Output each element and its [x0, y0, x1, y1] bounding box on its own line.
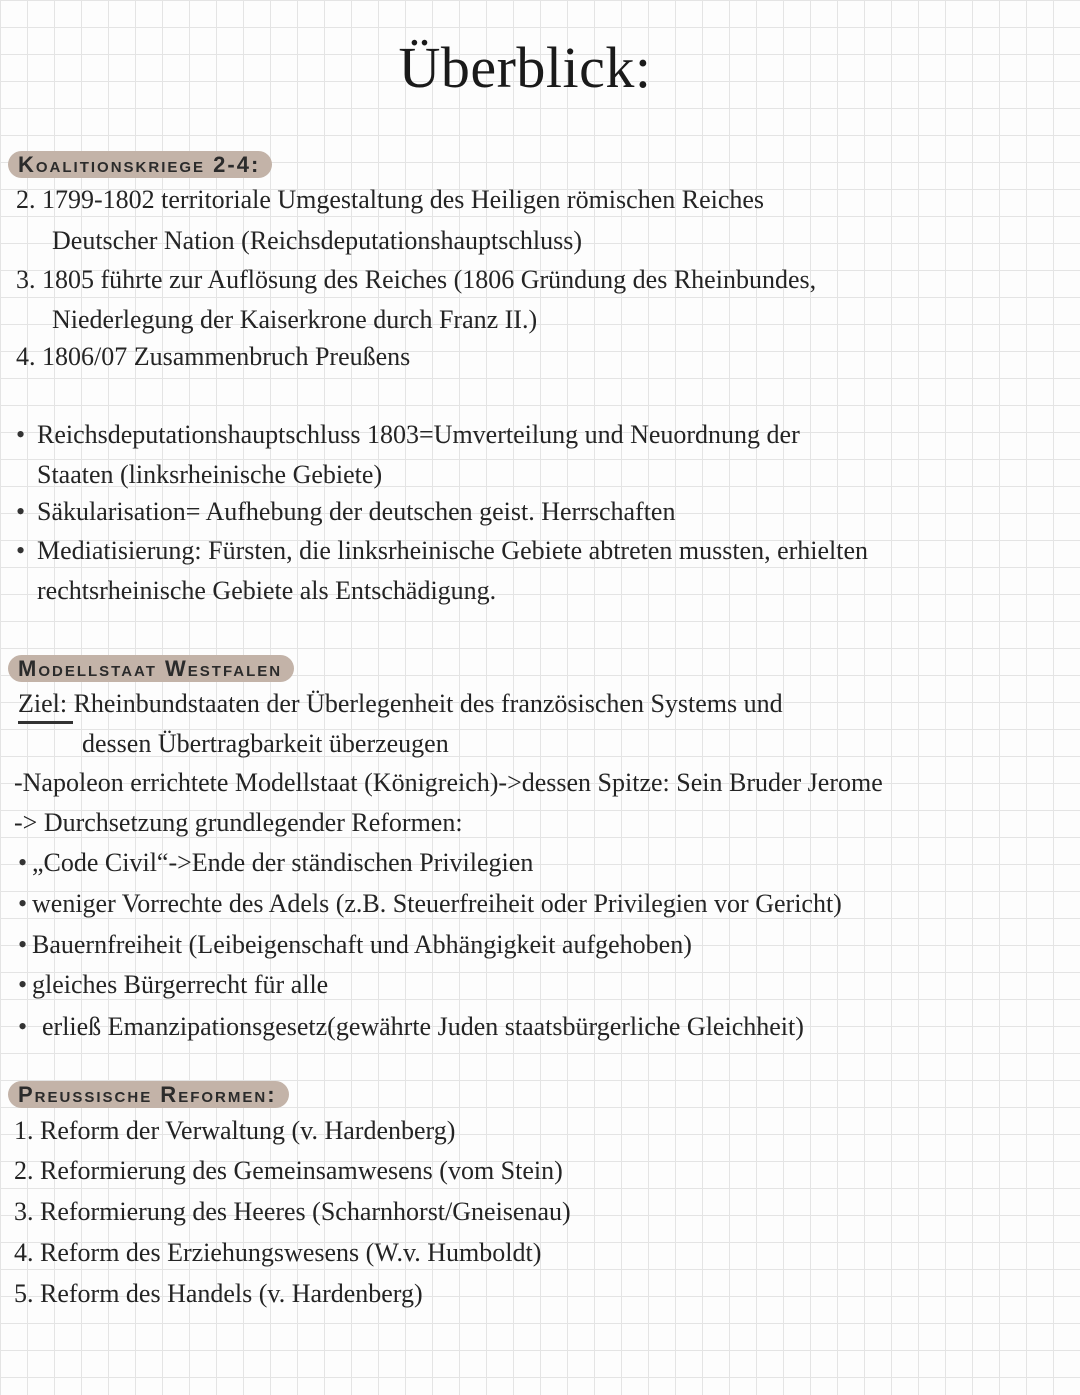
westfalen-ziel-cont: dessen Übertragbarkeit überzeugen — [82, 729, 449, 758]
koalition-item-3: 3. 1805 führte zur Auflösung des Reiches (1806 Gründung des Rheinbundes, — [16, 265, 817, 294]
bullet-icon: • — [18, 970, 28, 999]
koalition-item-4: 4. 1806/07 Zusammenbruch Preußens — [16, 342, 411, 371]
bullet-emanzipation: erließ Emanzipationsgesetz(gewährte Juden staatsbürgerliche Gleichheit) — [42, 1012, 804, 1041]
koalition-item-3-cont: Niederlegung der Kaiserkrone durch Franz II.) — [52, 305, 538, 334]
bullet-icon: • — [18, 889, 28, 918]
koalition-item-2: 2. 1799-1802 territoriale Umgestaltung des Heiligen römischen Reiches — [16, 185, 765, 214]
preussen-item-5: 5. Reform des Handels (v. Hardenberg) — [14, 1279, 423, 1308]
westfalen-reformen: -> Durchsetzung grundlegender Reformen: — [14, 808, 463, 837]
section-heading-preussen: Preussische Reformen: — [8, 1081, 289, 1108]
bullet-icon: • — [16, 420, 26, 449]
koalition-item-2-cont: Deutscher Nation (Reichsdeputationshauptschluss) — [52, 226, 582, 255]
bullet-mediatisierung: Mediatisierung: Fürsten, die linksrheinische Gebiete abtreten mussten, erhielten — [37, 536, 869, 565]
bullet-icon: • — [16, 497, 26, 526]
bullet-reichsdeputation-cont: Staaten (linksrheinische Gebiete) — [37, 460, 383, 489]
preussen-item-4: 4. Reform des Erziehungswesens (W.v. Humboldt) — [14, 1238, 542, 1267]
westfalen-ziel: Ziel: Rheinbundstaaten der Überlegenheit des französischen Systems und — [18, 689, 783, 718]
bullet-saekularisation: Säkularisation= Aufhebung der deutschen geist. Herrschaften — [37, 497, 676, 526]
bullet-mediatisierung-cont: rechtsrheinische Gebiete als Entschädigung. — [37, 576, 497, 605]
bullet-reichsdeputation: Reichsdeputationshauptschluss 1803=Umverteilung und Neuordnung der — [37, 420, 800, 449]
preussen-item-2: 2. Reformierung des Gemeinsamwesens (vom Stein) — [14, 1156, 563, 1185]
bullet-buergerrecht: gleiches Bürgerrecht für alle — [32, 970, 329, 999]
bullet-icon: • — [16, 536, 26, 565]
preussen-item-3: 3. Reformierung des Heeres (Scharnhorst/Gneisenau) — [14, 1197, 571, 1226]
bullet-bauernfreiheit: Bauernfreiheit (Leibeigenschaft und Abhängigkeit aufgehoben) — [32, 930, 692, 959]
ziel-underline — [18, 721, 73, 724]
preussen-item-1: 1. Reform der Verwaltung (v. Hardenberg) — [14, 1116, 456, 1145]
bullet-adel: weniger Vorrechte des Adels (z.B. Steuerfreiheit oder Privilegien vor Gericht) — [32, 889, 842, 918]
page-title: Überblick: — [398, 35, 652, 100]
section-heading-koalitionskriege: Koalitionskriege 2-4: — [8, 151, 272, 178]
bullet-icon: • — [18, 1012, 28, 1041]
bullet-icon: • — [18, 930, 28, 959]
bullet-icon: • — [18, 848, 28, 877]
section-heading-westfalen: Modellstaat Westfalen — [8, 655, 294, 682]
bullet-code-civil: „Code Civil“->Ende der ständischen Privilegien — [32, 848, 534, 877]
westfalen-napoleon: -Napoleon errichtete Modellstaat (Königreich)->dessen Spitze: Sein Bruder Jerome — [14, 768, 883, 797]
